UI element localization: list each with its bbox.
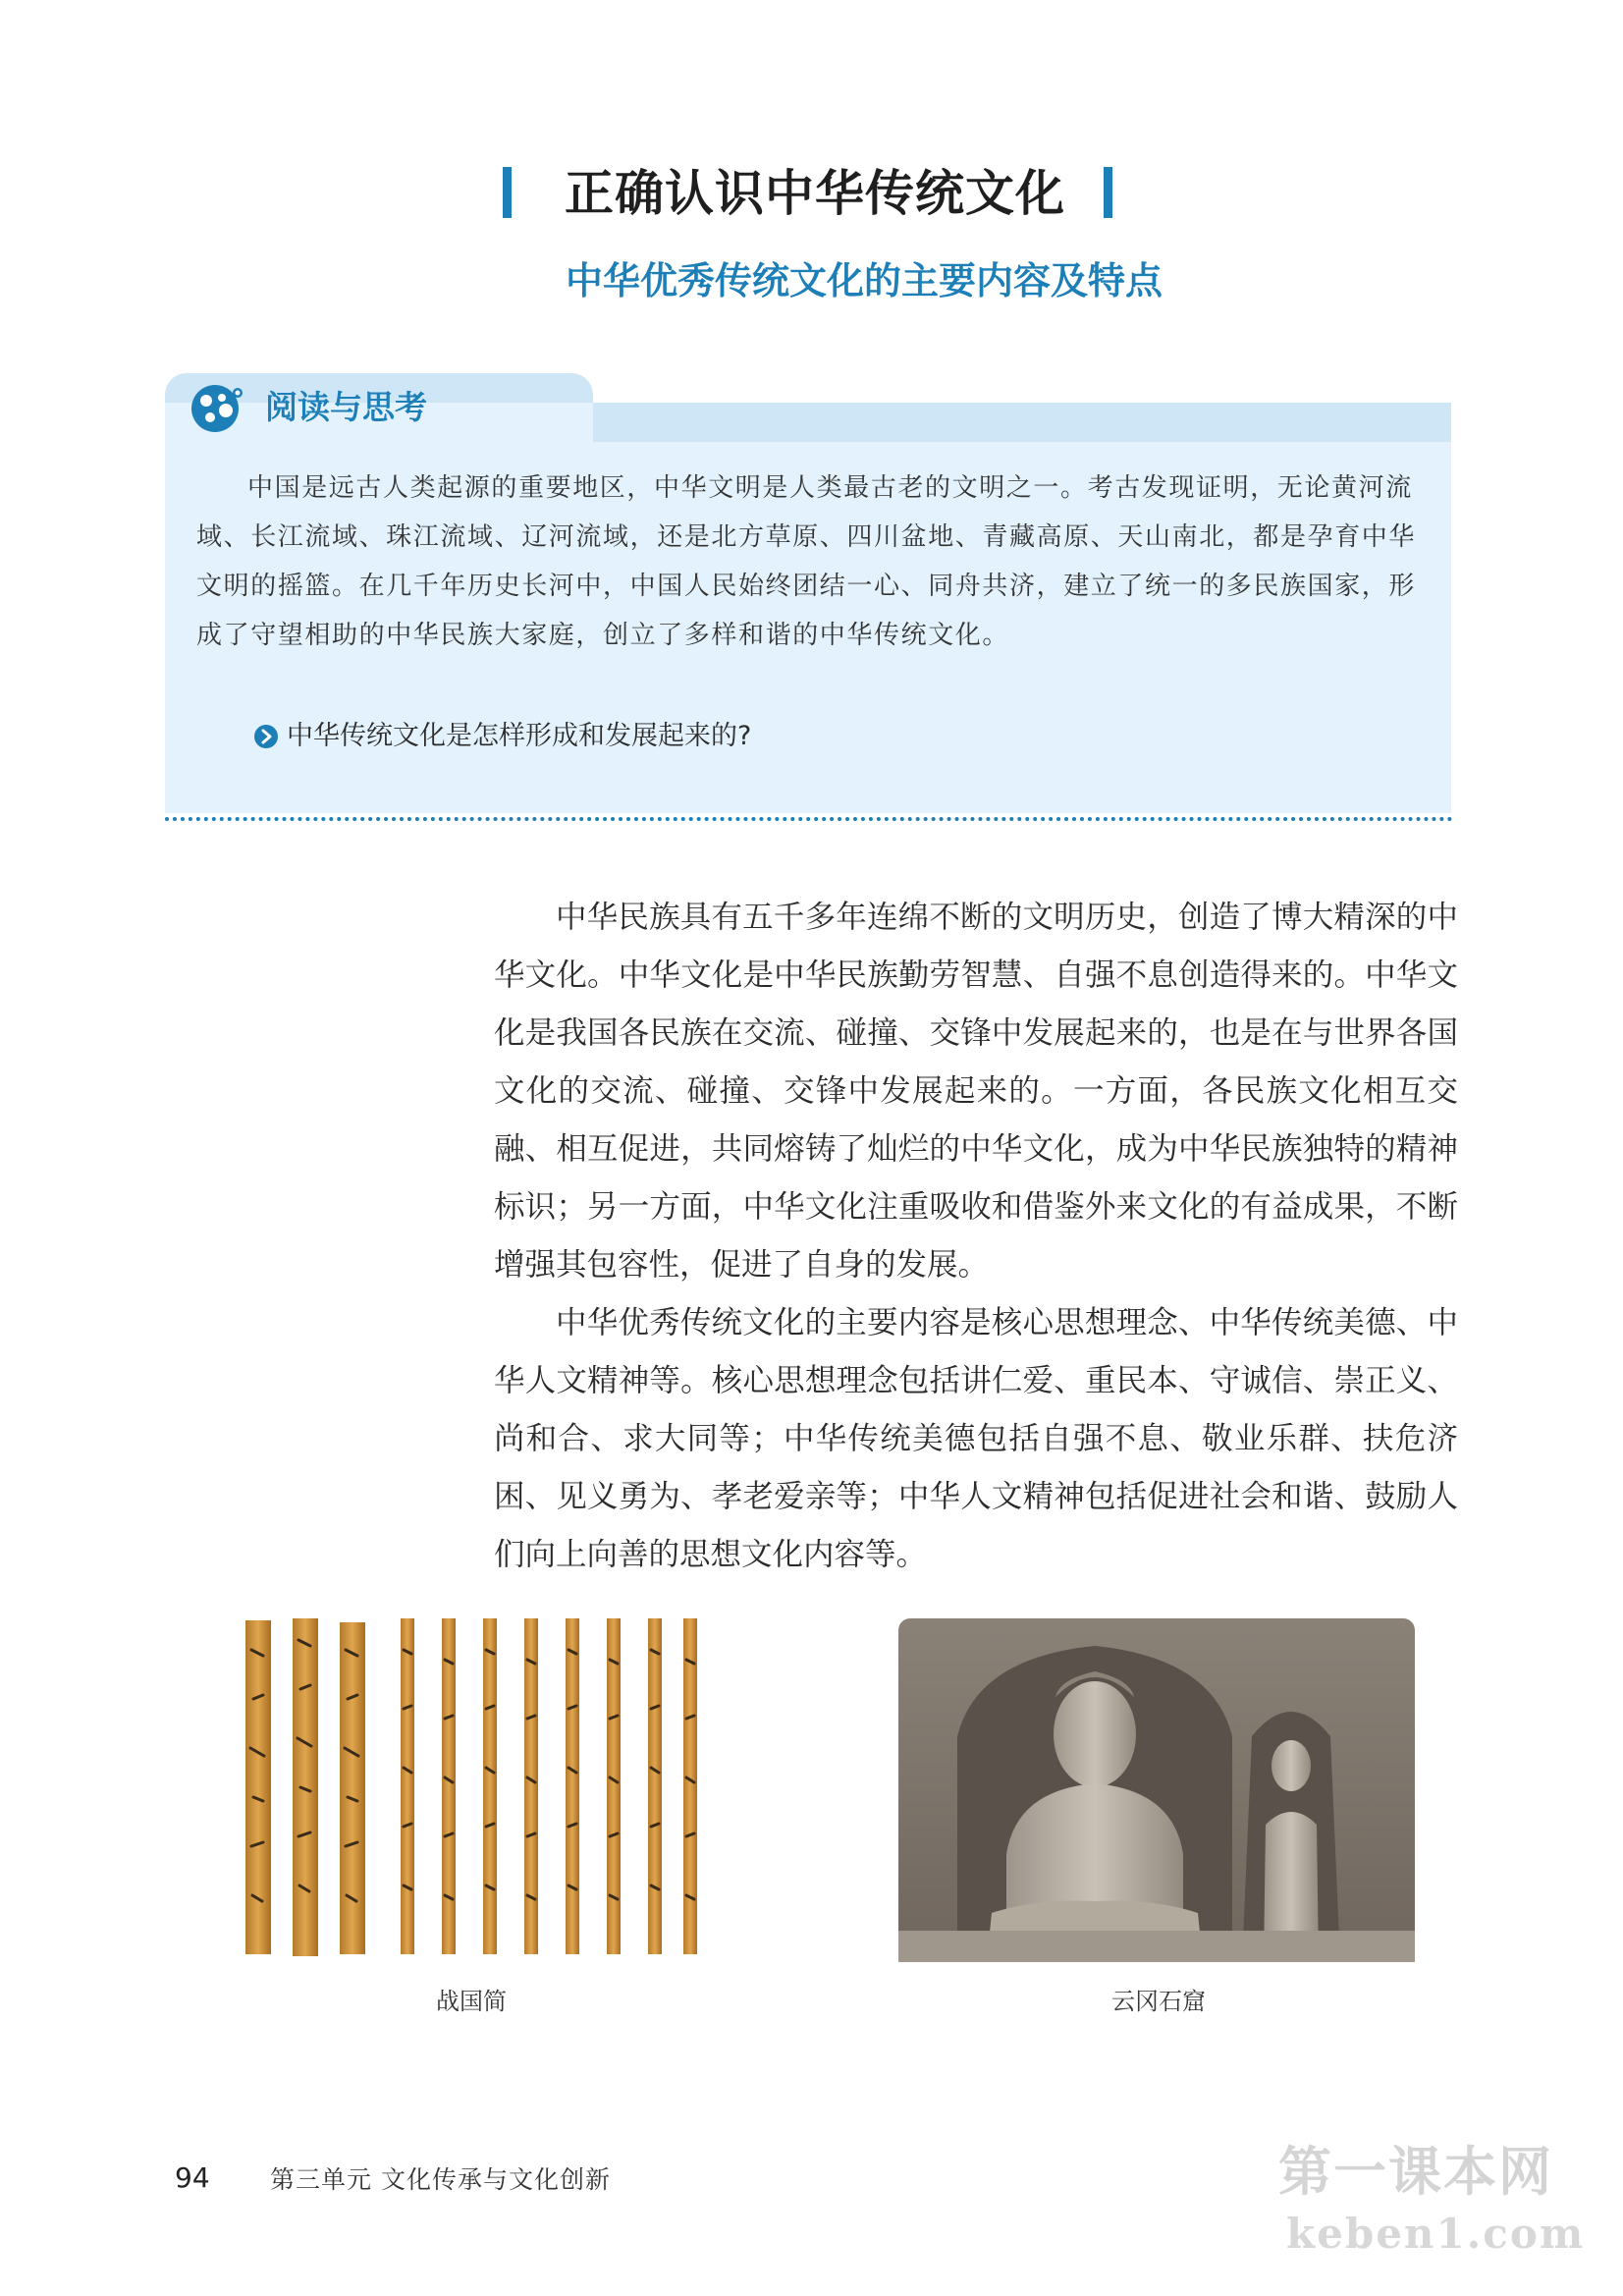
reading-icon [189, 381, 245, 434]
grotto-image [898, 1618, 1415, 1962]
unit-footer: 第三单元 文化传承与文化创新 [270, 2165, 611, 2194]
title-left-bar [503, 167, 512, 218]
reading-paragraph: 中国是远古人类起源的重要地区，中华文明是人类最古老的文明之一。考古发现证明，无论黄河流域、长江流域、珠江流域、辽河流域，还是北方草原、四川盆地、青藏高原、天山南北，都是孕育中华文明的摇篮。在几千年历史长河中，中国人民始终团结一心、同舟共济，建立了统一的多民族国家，形成了守望相助的中华民族大家庭，创立了多样和谐的中华传统文化。 [196, 473, 1417, 650]
watermark-cn: 第一课本网 [1278, 2141, 1553, 2203]
reading-box-title: 阅读与思考 [265, 388, 427, 426]
dotted-divider [165, 817, 1453, 821]
reading-question: 中华传统文化是怎样形成和发展起来的? [287, 721, 752, 751]
figure-caption-grotto: 云冈石窟 [1111, 1988, 1206, 2015]
bamboo-slips-image [236, 1611, 707, 1974]
page-number: 94 [175, 2161, 210, 2194]
figure-caption-bamboo: 战国简 [436, 1988, 507, 2015]
section-subtitle: 中华优秀传统文化的主要内容及特点 [565, 258, 1163, 302]
arrow-right-circle-icon [253, 724, 279, 749]
watermark-url: keben1.com [1286, 2210, 1586, 2258]
page-title-block [0, 159, 1623, 228]
title-right-bar [1104, 167, 1112, 218]
body-paragraph: 中华优秀传统文化的主要内容是核心思想理念、中华传统美德、中华人文精神等。核心思想理念包括讲仁爱、重民本、守诚信、崇正义、尚和合、求大同等；中华传统美德包括自强不息、敬业乐群、扶危济困、见义勇为、孝老爱亲等；中华人文精神包括促进社会和谐、鼓励人们向上向善的思想文化内容等。 [494, 1305, 1458, 1572]
page-title: 正确认识中华传统文化 [565, 165, 1065, 222]
reading-box-header-strip [593, 403, 1451, 442]
body-paragraph: 中华民族具有五千多年连绵不断的文明历史，创造了博大精深的中华文化。中华文化是中华民族勤劳智慧、自强不息创造得来的。中华文化是我国各民族在交流、碰撞、交锋中发展起来的，也是在与世界各国文化的交流、碰撞、交锋中发展起来的。一方面，各民族文化相互交融、相互促进，共同熔铸了灿烂的中华文化，成为中华民族独特的精神标识；另一方面，中华文化注重吸收和借鉴外来文化的有益成果，不断增强其包容性，促进了自身的发展。 [494, 900, 1458, 1283]
body-text [494, 889, 1458, 1584]
